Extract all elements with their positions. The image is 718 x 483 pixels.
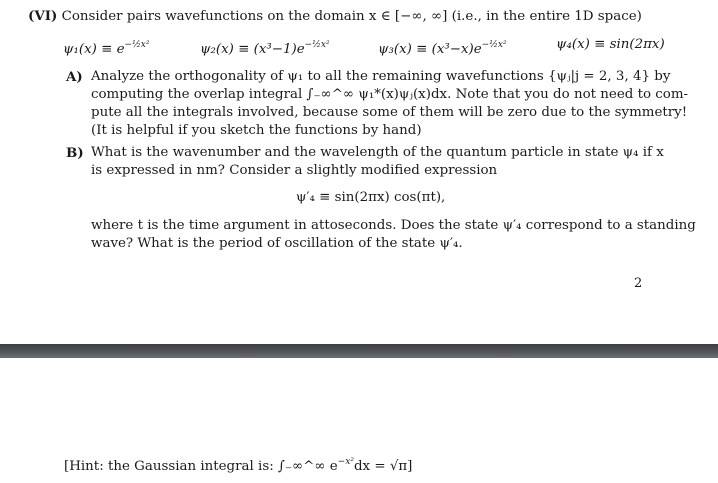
function-psi3 bbox=[378, 37, 507, 58]
part-a-line-3: pute all the integrals involved, because some of them will be zero due to the symmetry! bbox=[91, 105, 688, 120]
problem-label: (VI) bbox=[28, 8, 58, 24]
problem-header bbox=[28, 8, 642, 25]
part-a-line-1: Analyze the orthogonality of ψ₁ to all the remaining wavefunctions {ψⱼ|j = 2, 3, 4} by bbox=[91, 69, 671, 84]
part-b-label: B) bbox=[66, 145, 84, 161]
function-psi4 bbox=[556, 37, 665, 53]
function-psi2 bbox=[200, 37, 330, 58]
function-psi1-exp: −½x² bbox=[124, 40, 150, 50]
hint-text bbox=[64, 457, 412, 474]
part-b-line-4: wave? What is the period of oscillation of the state ψ′₄. bbox=[91, 236, 463, 251]
function-psi2-lhs: ψ₂(x) ≡ (x³−1)e bbox=[200, 42, 305, 57]
function-psi2-exp: −½x² bbox=[304, 40, 330, 50]
part-b-line-2: is expressed in nm? Consider a slightly modified expression bbox=[91, 163, 498, 178]
part-a-line-2: computing the overlap integral ∫₋∞^∞ ψ₁*(x)ψⱼ(x)dx. Note that you do not need to com- bbox=[91, 87, 689, 102]
function-psi3-exp: −½x² bbox=[481, 40, 507, 50]
function-psi3-lhs: ψ₃(x) ≡ (x³−x)e bbox=[378, 42, 482, 57]
hint-exponent: −x² bbox=[337, 457, 354, 467]
part-a-label: A) bbox=[66, 69, 83, 85]
function-psi4-lhs: ψ₄(x) ≡ sin(2πx) bbox=[556, 37, 665, 52]
part-b-line-3: where t is the time argument in attoseconds. Does the state ψ′₄ correspond to a standing bbox=[91, 218, 696, 233]
part-b-equation: ψ′₄ ≡ sin(2πx) cos(πt), bbox=[296, 190, 446, 205]
page-number: 2 bbox=[634, 276, 643, 291]
function-psi1 bbox=[63, 37, 149, 58]
page-divider bbox=[0, 344, 718, 358]
hint-text-tail: dx = √π] bbox=[353, 459, 413, 474]
part-a-line-4: (It is helpful if you sketch the functions by hand) bbox=[91, 123, 422, 138]
function-psi1-lhs: ψ₁(x) ≡ e bbox=[63, 42, 125, 57]
hint-text-main: [Hint: the Gaussian integral is: ∫₋∞^∞ e bbox=[64, 459, 338, 474]
problem-intro: Consider pairs wavefunctions on the domain x ∈ [−∞, ∞] (i.e., in the entire 1D space) bbox=[61, 9, 642, 24]
part-b-line-1: What is the wavenumber and the wavelength of the quantum particle in state ψ₄ if x bbox=[91, 145, 664, 160]
